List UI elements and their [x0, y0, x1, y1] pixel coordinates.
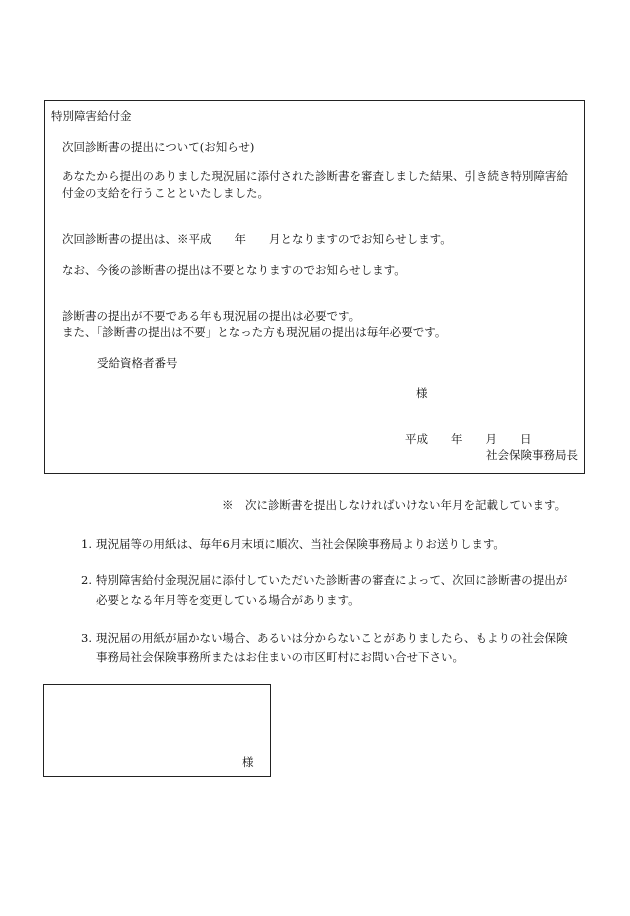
list-item-line: 現況届の用紙が届かない場合、あるいは分からないことがありましたら、もよりの社会保険 — [96, 631, 568, 645]
list-item-line: 現況届等の用紙は、毎年6月末頃に順次、当社会保険事務局よりお送りします。 — [96, 537, 505, 551]
list-item-line: 必要となる年月等を変更している場合があります。 — [96, 593, 360, 607]
no-longer-required-text: なお、今後の診断書の提出は不要となりますのでお知らせします。 — [62, 263, 406, 277]
benefit-category: 特別障害給付金 — [51, 109, 132, 123]
next-submission-text: 次回診断書の提出は、※平成 年 月となりますのでお知らせします。 — [62, 232, 452, 246]
recipient-number-label: 受給資格者番号 — [97, 356, 178, 370]
list-item-line: 特別障害給付金現況届に添付していただいた診断書の審査によって、次回に診断書の提出が — [96, 573, 568, 587]
issue-date: 平成 年 月 日 — [405, 432, 532, 446]
note-line-2: また、「診断書の提出は不要」となった方も現況届の提出は毎年必要です。 — [62, 325, 447, 339]
list-item-number: 1. — [81, 537, 92, 551]
notice-body-line-1: あなたから提出のありました現況届に添付された診断書を審査しました結果、引き続き特別障害給 — [62, 169, 568, 183]
address-honorific: 様 — [242, 755, 254, 769]
issuer-title: 社会保険事務局長 — [486, 448, 578, 462]
notice-subject: 次回診断書の提出について(お知らせ) — [62, 140, 255, 154]
notice-body-line-2: 付金の支給を行うことといたしました。 — [62, 186, 269, 200]
recipient-honorific: 様 — [416, 386, 428, 400]
notice-box — [44, 100, 585, 474]
list-item-number: 2. — [81, 573, 92, 587]
footnote: ※ 次に診断書を提出しなければいけない年月を記載しています。 — [222, 498, 567, 512]
list-item-number: 3. — [81, 631, 92, 645]
note-line-1: 診断書の提出が不要である年も現況届の提出は必要です。 — [62, 309, 361, 323]
list-item-line: 事務局社会保険事務所またはお住まいの市区町村にお問い合せ下さい。 — [96, 650, 464, 664]
address-box — [43, 684, 271, 777]
